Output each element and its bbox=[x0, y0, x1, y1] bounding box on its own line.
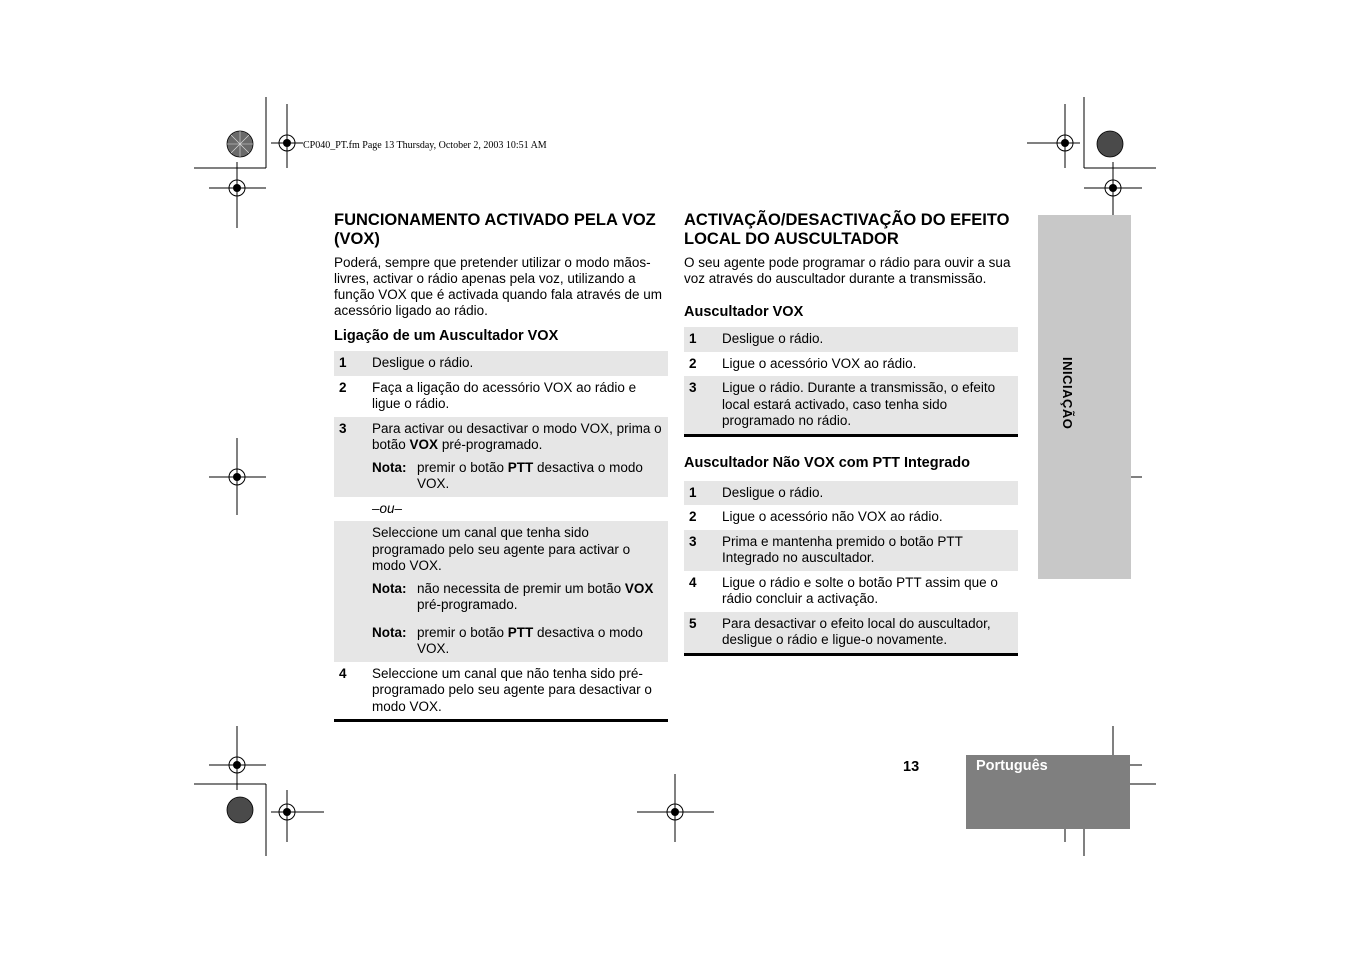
note-text-part: premir o botão bbox=[417, 459, 508, 475]
or-separator: –ou– bbox=[372, 500, 403, 516]
subtitle-vox-headset: Auscultador VOX bbox=[684, 304, 804, 320]
step-text bbox=[367, 521, 668, 662]
steps-table-vox bbox=[334, 351, 668, 722]
note-text-part: desactiva o modo VOX. bbox=[417, 459, 643, 491]
table-row bbox=[334, 351, 668, 376]
step-text-part: Para activar ou desactivar o modo VOX, prima o botão bbox=[372, 420, 662, 452]
note-text bbox=[417, 581, 664, 614]
right-column bbox=[684, 211, 1018, 656]
steps-table-non-vox-headset bbox=[684, 481, 1018, 656]
table-row bbox=[684, 505, 1018, 530]
note-text-part: pré-programado. bbox=[417, 597, 518, 612]
step-number: 3 bbox=[684, 376, 717, 435]
file-info-header: CP040_PT.fm Page 13 Thursday, October 2, 2003 10:51 AM bbox=[303, 140, 547, 151]
step-number: 3 bbox=[334, 417, 367, 497]
section-side-tab bbox=[1038, 215, 1131, 579]
step-number: 2 bbox=[339, 379, 347, 395]
section-title-sidetone: ACTIVAÇÃO/DESACTIVAÇÃO DO EFEITO LOCAL DO AUSCULTADOR bbox=[684, 211, 1010, 248]
table-row bbox=[684, 612, 1018, 655]
step-text-part: Seleccione um canal que tenha sido programado pelo seu agente para activar o modo VOX. bbox=[372, 525, 631, 573]
table-row bbox=[684, 376, 1018, 435]
step-number: 4 bbox=[689, 574, 697, 590]
subtitle-non-vox-headset: Auscultador Não VOX com PTT Integrado bbox=[684, 454, 971, 471]
step-text bbox=[367, 417, 668, 497]
note-text-bold: PTT bbox=[507, 459, 534, 475]
step-text: Prima e mantenha premido o botão PTT Integrado no auscultador. bbox=[717, 530, 1018, 571]
table-row bbox=[684, 327, 1018, 352]
step-number: 1 bbox=[684, 327, 717, 352]
step-text-bold: VOX bbox=[409, 437, 439, 452]
table-row bbox=[334, 662, 668, 721]
table-row bbox=[684, 481, 1018, 506]
note-label: Nota: bbox=[372, 459, 407, 475]
step-text: Seleccione um canal que não tenha sido pré-programado pelo seu agente para desactivar o modo VOX. bbox=[372, 665, 652, 714]
step-number: 1 bbox=[684, 481, 717, 506]
intro-paragraph-vox: Poderá, sempre que pretender utilizar o modo mãos-livres, activar o rádio apenas pela voz, utilizando a função VOX que é activada quando fala através de um acessório ligado ao rádio. bbox=[334, 255, 662, 318]
step-text: Para desactivar o efeito local do auscultador, desligue o rádio e ligue-o novamente. bbox=[717, 612, 1018, 655]
step-number: 3 bbox=[684, 530, 717, 571]
step-text: Desligue o rádio. bbox=[367, 351, 668, 376]
step-text: Ligue o acessório VOX ao rádio. bbox=[722, 355, 917, 371]
step-text: Ligue o acessório não VOX ao rádio. bbox=[722, 509, 943, 524]
table-row bbox=[684, 352, 1018, 377]
note bbox=[372, 581, 664, 614]
step-number: 1 bbox=[334, 351, 367, 376]
step-number: 5 bbox=[684, 612, 717, 655]
step-number: 2 bbox=[689, 509, 697, 524]
section-title-vox: FUNCIONAMENTO ACTIVADO PELA VOZ (VOX) bbox=[334, 211, 656, 248]
page-number: 13 bbox=[903, 759, 920, 775]
table-row bbox=[334, 417, 668, 497]
note bbox=[372, 625, 664, 658]
note-text-part: premir o botão bbox=[417, 624, 508, 640]
note-text-part: não necessita de premir um botão bbox=[417, 580, 625, 596]
side-tab-label: INICIAÇÃO bbox=[1060, 357, 1075, 430]
note bbox=[372, 460, 664, 493]
step-text: Desligue o rádio. bbox=[717, 327, 1018, 352]
note-text-bold: VOX bbox=[624, 580, 654, 596]
table-row bbox=[684, 571, 1018, 612]
note-label: Nota: bbox=[372, 624, 407, 640]
subtitle-vox-headset: Ligação de um Auscultador VOX bbox=[334, 328, 559, 344]
table-row bbox=[684, 530, 1018, 571]
table-row bbox=[334, 376, 668, 417]
intro-paragraph-sidetone: O seu agente pode programar o rádio para ouvir a sua voz através do auscultador durante a transmissão. bbox=[684, 255, 1011, 286]
step-text: Faça a ligação do acessório VOX ao rádio e ligue o rádio. bbox=[372, 379, 637, 411]
table-row bbox=[334, 497, 668, 522]
step-number: 4 bbox=[339, 665, 347, 681]
note-text-part: desactiva o modo VOX. bbox=[417, 624, 643, 656]
step-text: Ligue o rádio e solte o botão PTT assim que o rádio concluir a activação. bbox=[722, 574, 998, 606]
step-text: Desligue o rádio. bbox=[717, 481, 1018, 506]
step-number: 2 bbox=[689, 355, 697, 371]
table-row bbox=[334, 521, 668, 662]
step-text: Ligue o rádio. Durante a transmissão, o efeito local estará activado, caso tenha sido programado no rádio. bbox=[717, 376, 1018, 435]
left-column bbox=[334, 211, 668, 722]
note-text-bold: PTT bbox=[507, 624, 534, 640]
language-label: Português bbox=[976, 758, 1048, 774]
note-text bbox=[417, 625, 664, 658]
steps-table-vox-headset bbox=[684, 327, 1018, 437]
note-label: Nota: bbox=[372, 580, 407, 596]
step-text-part: pré-programado. bbox=[438, 437, 543, 452]
note-text bbox=[417, 460, 664, 493]
